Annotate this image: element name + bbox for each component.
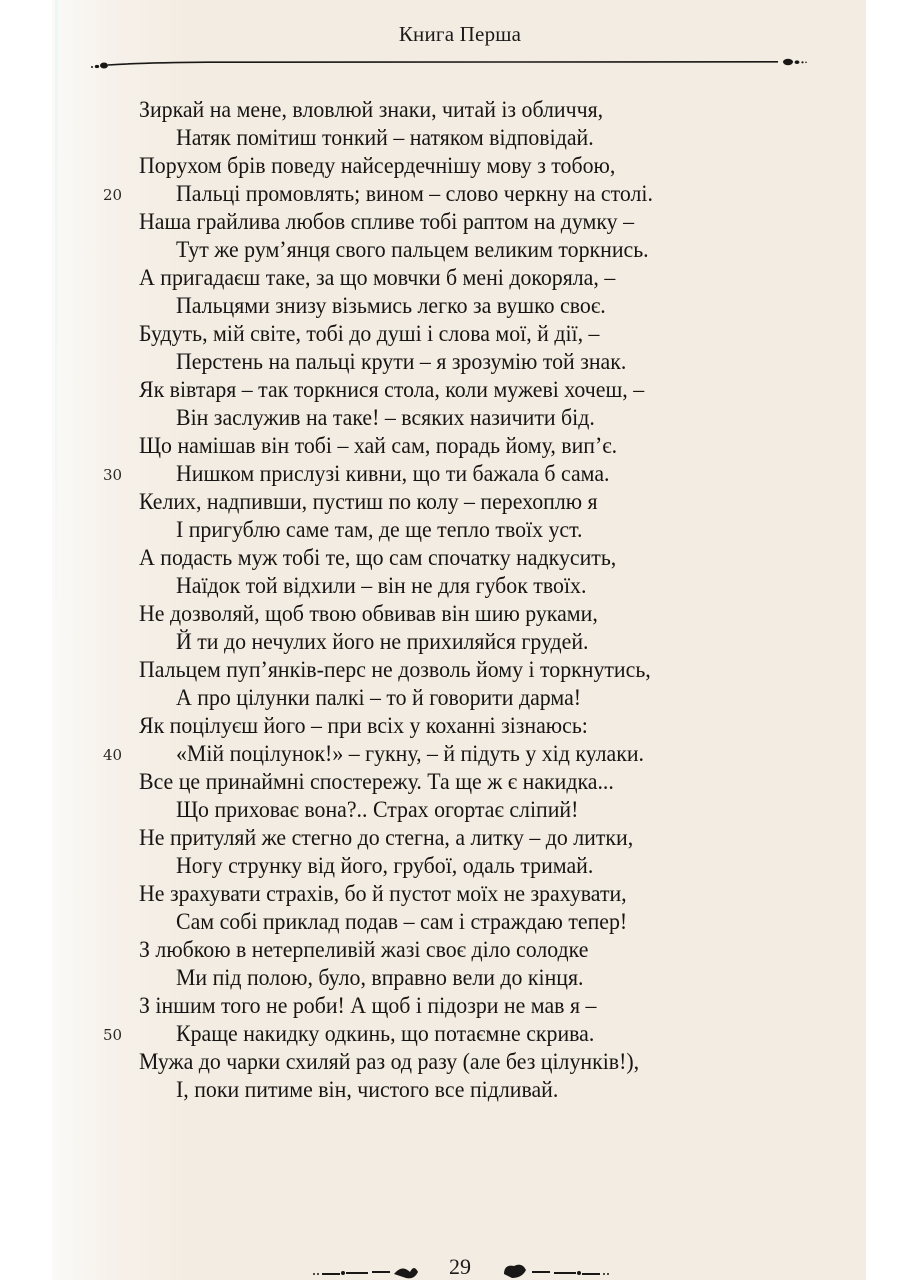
verse-line: Що намішав він тобі – хай сам, порадь йому, вип’є. — [139, 433, 618, 459]
verse-line: Мужа до чарки схиляй раз од разу (але без цілунків!), — [139, 1049, 640, 1075]
verse-line: Не притуляй же стегно до стегна, а литку – до литки, — [139, 825, 634, 851]
verse-line: А пригадаєш таке, за що мовчки б мені докоряла, – — [139, 265, 616, 291]
verse-line: Пальці промовлять; вином – слово черкну на столі. — [176, 181, 653, 207]
verse-line: Будуть, мій світе, тобі до душі і слова мої, й дії, – — [139, 321, 600, 347]
verse-line: Нишком прислузі кивни, що ти бажала б сама. — [176, 461, 610, 487]
verse-line: Він заслужив на таке! – всяких назичити бід. — [176, 405, 595, 431]
verse-line: І, поки питиме він, чистого все підливай. — [176, 1077, 559, 1103]
verse-line: Що приховає вона?.. Страх огортає сліпий! — [176, 797, 579, 823]
verse-line: А подасть муж тобі те, що сам спочатку надкусить, — [139, 545, 617, 571]
verse-line: Ми під полою, було, вправно вели до кінця. — [176, 965, 584, 991]
verse-line: І пригублю саме там, де ще тепло твоїх уст. — [176, 517, 583, 543]
verse-line: З любкою в нетерпеливій жазі своє діло солодке — [139, 937, 589, 963]
verse-line: Натяк помітиш тонкий – натяком відповідай. — [176, 125, 594, 151]
page-edge-shadow — [55, 0, 58, 600]
verse-line: Як поцілуєш його – при всіх у коханні зізнаюсь: — [139, 713, 588, 739]
verse-line: Перстень на пальці крути – я зрозумію той знак. — [176, 349, 627, 375]
teardrop-finial-icon — [783, 59, 807, 65]
verse-line: Сам собі приклад подав – сам і страждаю тепер! — [176, 909, 628, 935]
line-number: 50 — [103, 1026, 123, 1044]
page-number: 29 — [449, 1254, 471, 1279]
verse-line: Не зрахувати страхів, бо й пустот моїх не зрахувати, — [139, 881, 627, 907]
verse-line: З іншим того не роби! А щоб і підозри не мав я – — [139, 993, 597, 1019]
verse-line: Як вівтаря – так торкнися стола, коли мужеві хочеш, – — [139, 377, 645, 403]
verse-line: Й ти до нечулих його не прихиляйся грудей. — [176, 629, 589, 655]
verse-line: Пальцями знизу візьмись легко за вушко своє. — [176, 293, 606, 319]
head-rule — [88, 58, 808, 70]
verse-line: Наша грайлива любов спливе тобі раптом на думку – — [139, 209, 635, 235]
line-number: 30 — [103, 466, 123, 484]
verse-line: А про цілунки палкі – то й говорити дарма! — [176, 685, 582, 711]
verse-line: Пальцем пуп’янків-перс не дозволь йому і торкнутись, — [139, 657, 651, 683]
floral-flourish-icon — [502, 1262, 610, 1280]
verse-line: Наїдок той відхили – він не для губок твоїх. — [176, 573, 587, 599]
teardrop-finial-icon — [91, 63, 108, 69]
verse-line: Тут же рум’янця свого пальцем великим торкнись. — [176, 237, 649, 263]
verse-line: Краще накидку одкинь, що потаємне скрива. — [176, 1021, 595, 1047]
line-number: 40 — [103, 746, 123, 764]
verse-line: «Мій поцілунок!» – гукну, – й підуть у хід кулаки. — [176, 741, 644, 767]
line-number: 20 — [103, 186, 123, 204]
verse-line: Порухом брів поведу найсердечнішу мову з тобою, — [139, 153, 616, 179]
verse-line: Все це принаймні спостережу. Та ще ж є накидка... — [139, 769, 614, 795]
verse-line: Келих, надпивши, пустиш по колу – перехоплю я — [139, 489, 598, 515]
verse-line: Не дозволяй, щоб твою обвивав він шию руками, — [139, 601, 598, 627]
verse-line: Ногу струнку від його, грубої, одаль тримай. — [176, 853, 594, 879]
running-head: Книга Перша — [398, 22, 522, 46]
verse-line: Зиркай на мене, вловлюй знаки, читай із обличчя, — [139, 97, 604, 123]
